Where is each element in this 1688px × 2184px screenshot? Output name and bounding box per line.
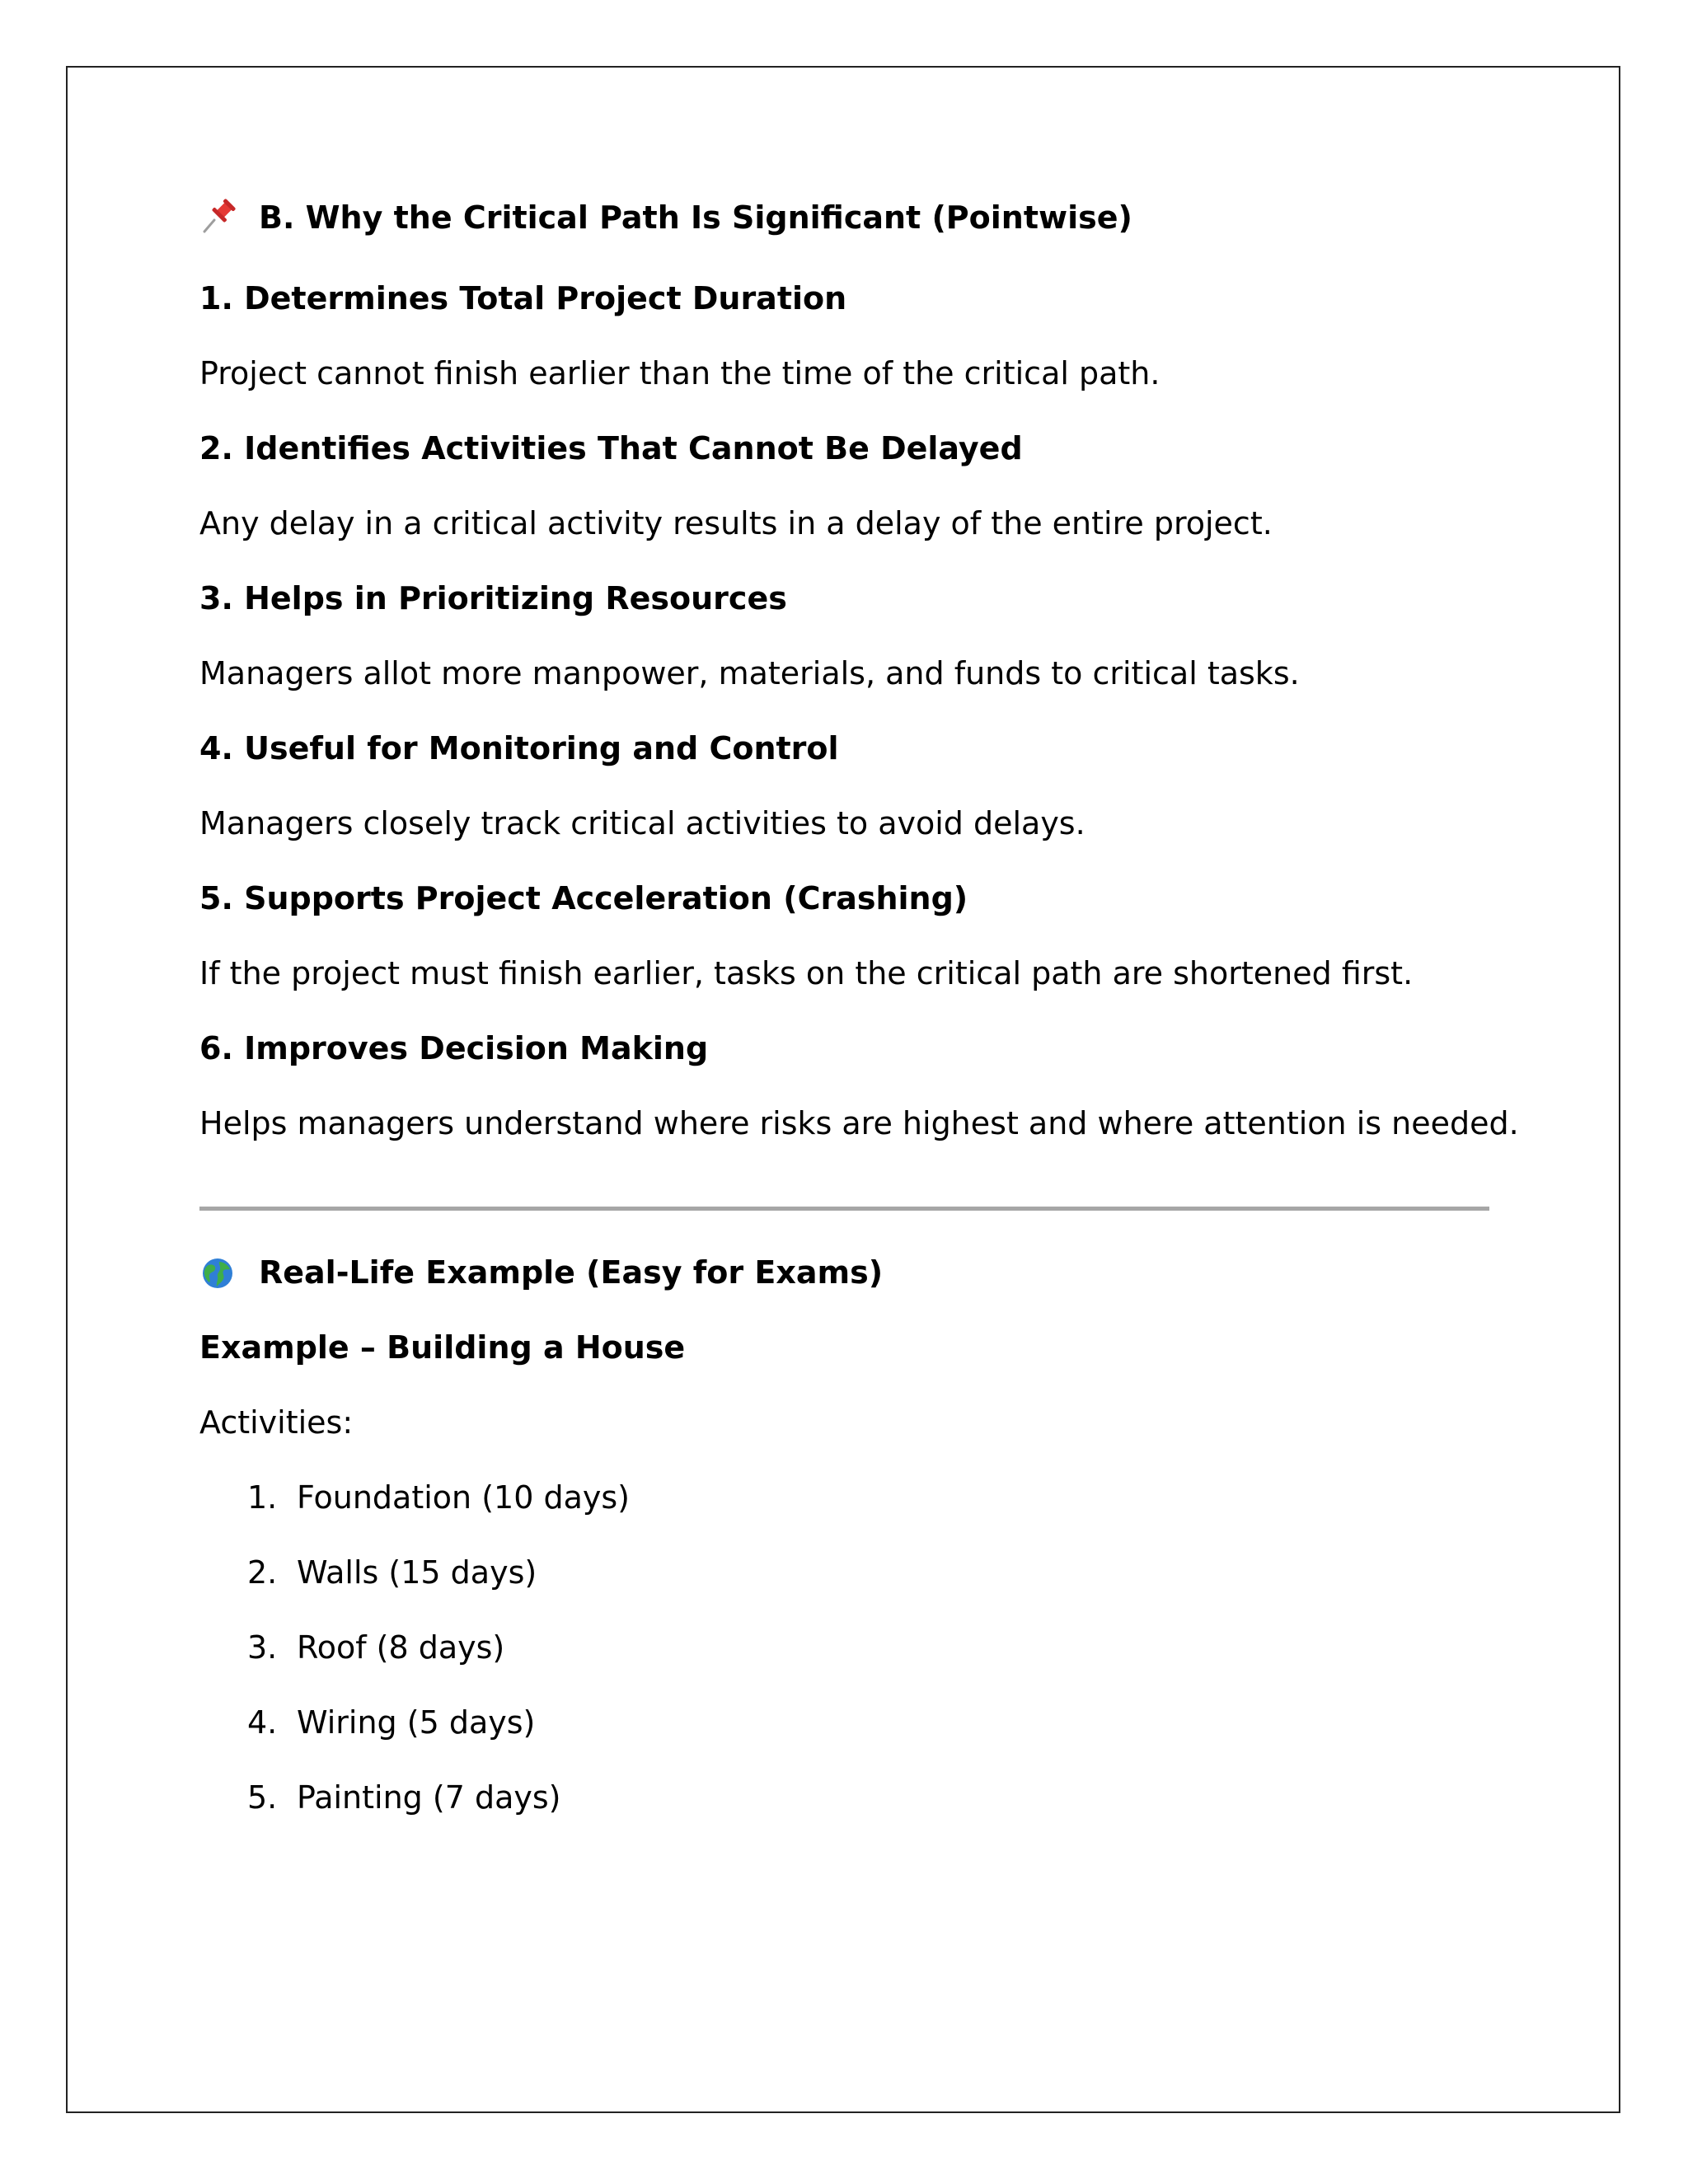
point-6-text: Helps managers understand where risks are highest and where attention is needed. bbox=[199, 1105, 1519, 1141]
point-4-title: 4. Useful for Monitoring and Control bbox=[199, 730, 839, 766]
point-3-title: 3. Helps in Prioritizing Resources bbox=[199, 580, 787, 616]
point-1-title: 1. Determines Total Project Duration bbox=[199, 280, 847, 316]
list-item-text: Painting (7 days) bbox=[297, 1779, 561, 1816]
section-divider bbox=[199, 1207, 1489, 1211]
list-item bbox=[247, 1479, 630, 1516]
point-5-text: If the project must finish earlier, tasks on the critical path are shortened first. bbox=[199, 955, 1414, 991]
section-b-title: B. Why the Critical Path Is Significant (Pointwise) bbox=[259, 199, 1132, 236]
list-item bbox=[247, 1629, 505, 1666]
pushpin-icon bbox=[199, 199, 236, 235]
point-5-title: 5. Supports Project Acceleration (Crashing) bbox=[199, 880, 968, 916]
list-item bbox=[247, 1779, 561, 1816]
list-item-number: 3. bbox=[247, 1629, 278, 1666]
point-2-title: 2. Identifies Activities That Cannot Be Delayed bbox=[199, 430, 1023, 466]
list-item-number: 2. bbox=[247, 1554, 278, 1591]
list-item-number: 5. bbox=[247, 1779, 278, 1816]
point-3-text: Managers allot more manpower, materials, and funds to critical tasks. bbox=[199, 655, 1300, 691]
list-item-text: Walls (15 days) bbox=[297, 1554, 537, 1591]
example-subheading: Example – Building a House bbox=[199, 1329, 686, 1366]
list-item-text: Wiring (5 days) bbox=[297, 1704, 536, 1741]
list-item bbox=[247, 1704, 536, 1741]
point-1-text: Project cannot finish earlier than the time of the critical path. bbox=[199, 355, 1160, 391]
example-title: Real-Life Example (Easy for Exams) bbox=[259, 1254, 884, 1291]
list-item-text: Roof (8 days) bbox=[297, 1629, 505, 1666]
point-4-text: Managers closely track critical activities to avoid delays. bbox=[199, 805, 1085, 841]
list-item-number: 4. bbox=[247, 1704, 278, 1741]
point-2-text: Any delay in a critical activity results in a delay of the entire project. bbox=[199, 505, 1273, 541]
activities-label: Activities: bbox=[199, 1404, 354, 1441]
list-item-text: Foundation (10 days) bbox=[297, 1479, 630, 1516]
list-item bbox=[247, 1554, 537, 1591]
point-6-title: 6. Improves Decision Making bbox=[199, 1030, 709, 1066]
list-item-number: 1. bbox=[247, 1479, 278, 1516]
globe-icon bbox=[201, 1257, 234, 1290]
